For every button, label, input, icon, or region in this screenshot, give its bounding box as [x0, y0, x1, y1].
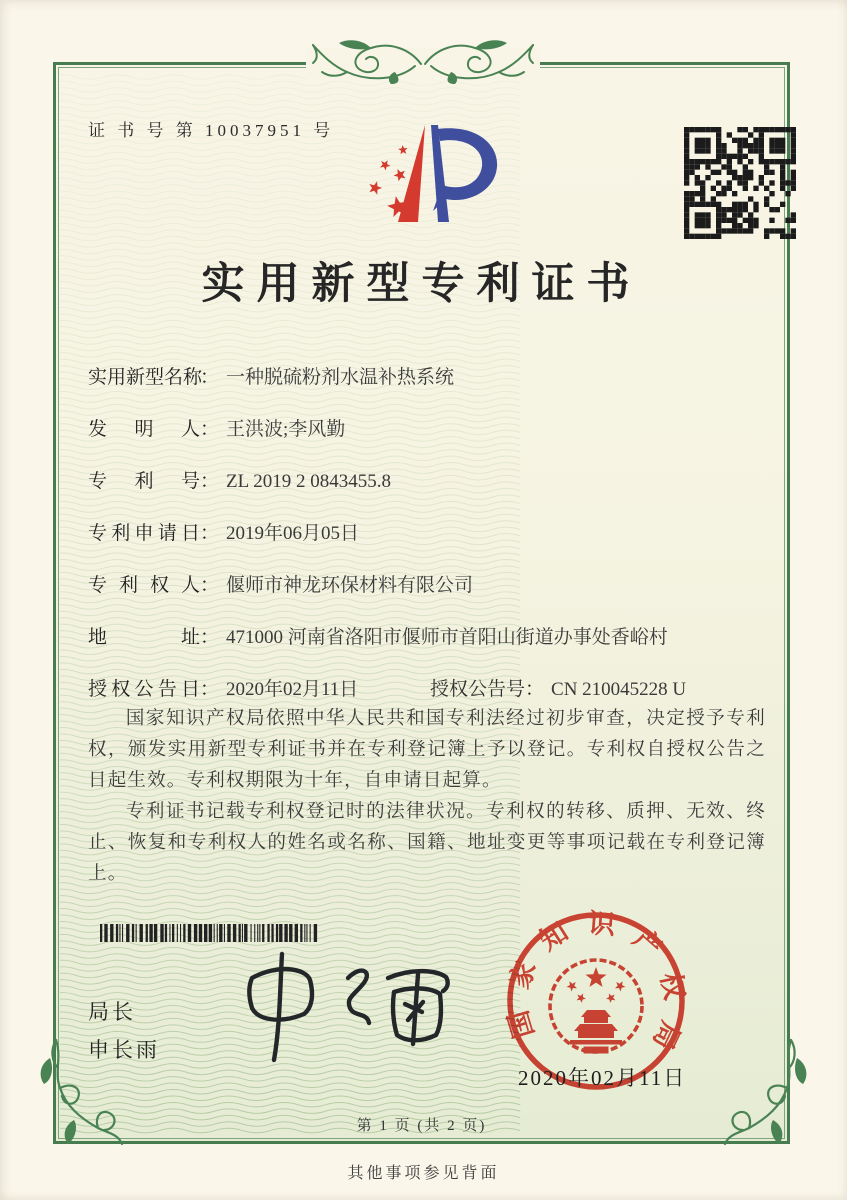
field-inventor: 发明人： 王洪波;李风勤 [88, 414, 778, 434]
certificate-number: 证 书 号 第 10037951 号 [88, 121, 335, 140]
notice-paragraph-1: 国家知识产权局依照中华人民共和国专利法经过初步审查，决定授予专利权，颁发实用新型专利证书并在专利登记簿上予以登记。专利权自授权公告之日起生效。专利权期限为十年，自申请日起算。 [88, 709, 766, 791]
official-title: 局长 [88, 1000, 136, 1024]
field-filing-date: 专利申请日： 2019年06月05日 [88, 518, 778, 538]
certificate-title: 实用新型专利证书 [201, 261, 642, 308]
field-value: ZL 2019 2 0843455.8 [226, 471, 392, 492]
field-value: 王洪波;李风勤 [226, 419, 346, 440]
field-label: 授权公告号 [430, 679, 526, 700]
seal-date: 2020年02月11日 [518, 1066, 687, 1090]
qr-code [684, 127, 796, 239]
field-label: 专利号 [88, 471, 200, 492]
field-address: 地址： 471000 河南省洛阳市偃师市首阳山街道办事处香峪村 [88, 622, 778, 642]
page-indicator: 第 1 页 (共 2 页) [356, 1118, 487, 1134]
handwritten-signature [222, 946, 452, 1066]
field-label: 授权公告日 [88, 679, 200, 700]
field-label: 专利申请日 [88, 523, 200, 544]
field-value: 471000 河南省洛阳市偃师市首阳山街道办事处香峪村 [226, 627, 668, 648]
barcode [100, 924, 320, 942]
logo-stars [369, 145, 407, 217]
logo-p-mark [398, 125, 497, 222]
field-value: 一种脱硫粉剂水温补热系统 [226, 367, 455, 388]
field-label: 发明人 [88, 419, 200, 440]
field-value: 2020年02月11日 [226, 679, 359, 700]
field-grant-date: 授权公告日： 2020年02月11日 授权公告号： CN 210045228 U [88, 674, 778, 694]
field-list [88, 362, 778, 726]
field-label: 地址 [88, 627, 200, 648]
field-patentee: 专利权人： 偃师市神龙环保材料有限公司 [88, 570, 778, 590]
notice-paragraph-2: 专利证书记载专利权登记时的法律状况。专利权的转移、质押、无效、终止、恢复和专利权人的姓名或名称、国籍、地址变更等事项记载在专利登记簿上。 [88, 802, 766, 884]
back-side-note: 其他事项参见背面 [347, 1165, 500, 1182]
cnipa-logo [345, 110, 520, 248]
field-grant-number: 授权公告号： CN 210045228 U [430, 679, 687, 700]
official-name: 申长雨 [88, 1038, 160, 1062]
seal-curved-text: 国家知识产权局 [503, 908, 690, 1055]
field-label: 专利权人 [88, 575, 200, 596]
field-utility-model-name: 实用新型名称： 一种脱硫粉剂水温补热系统 [88, 362, 778, 382]
field-label: 实用新型名称 [88, 367, 203, 388]
legal-notice [88, 704, 766, 890]
field-value: 2019年06月05日 [226, 523, 360, 544]
field-value: 偃师市神龙环保材料有限公司 [226, 575, 474, 596]
national-emblem [550, 960, 642, 1053]
field-patent-number: 专利号： ZL 2019 2 0843455.8 [88, 466, 778, 486]
field-value: CN 210045228 U [551, 679, 687, 700]
